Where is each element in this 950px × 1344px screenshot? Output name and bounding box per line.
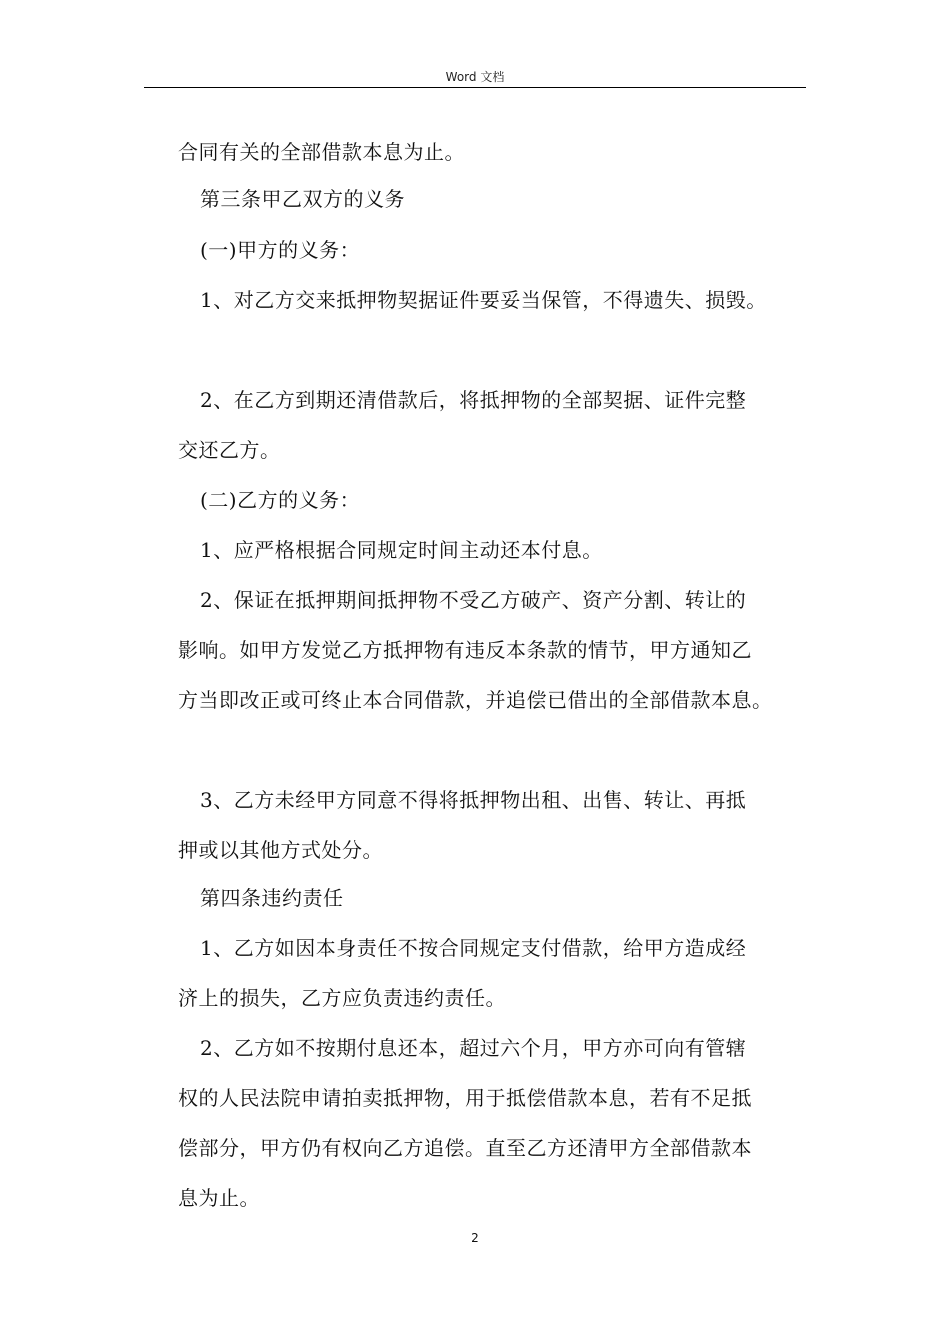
list-item: 1、应严格根据合同规定时间主动还本付息。 [200,538,603,562]
list-item: 2、在乙方到期还清借款后，将抵押物的全部契据、证件完整 [200,388,747,412]
body-line: 息为止。 [178,1186,260,1210]
body-line: 交还乙方。 [178,438,281,462]
list-item: 1、乙方如因本身责任不按合同规定支付借款，给甲方造成经 [200,936,747,960]
page-number: 2 [471,1231,479,1245]
body-line: 影响。如甲方发觉乙方抵押物有违反本条款的情节，甲方通知乙 [178,638,752,662]
section-heading: 第三条甲乙双方的义务 [200,187,405,211]
list-item: 1、对乙方交来抵押物契据证件要妥当保管，不得遗失、损毁。 [200,288,767,312]
list-item: 2、保证在抵押期间抵押物不受乙方破产、资产分割、转让的 [200,588,747,612]
section-heading: 第四条违约责任 [200,886,344,910]
body-line: 权的人民法院申请拍卖抵押物，用于抵偿借款本息，若有不足抵 [178,1086,752,1110]
header-divider [144,87,806,88]
body-line: 济上的损失，乙方应负责违约责任。 [178,986,506,1010]
body-line: 偿部分，甲方仍有权向乙方追偿。直至乙方还清甲方全部借款本 [178,1136,752,1160]
body-line: 方当即改正或可终止本合同借款，并追偿已借出的全部借款本息。 [178,688,773,712]
body-line: 合同有关的全部借款本息为止。 [178,140,465,164]
subsection-heading: (一)甲方的义务： [200,238,361,262]
list-item: 3、乙方未经甲方同意不得将抵押物出租、出售、转让、再抵 [200,788,747,812]
subsection-heading: (二)乙方的义务： [200,488,361,512]
list-item: 2、乙方如不按期付息还本，超过六个月，甲方亦可向有管辖 [200,1036,747,1060]
header-title: Word 文档 [445,70,505,84]
body-line: 押或以其他方式处分。 [178,838,383,862]
